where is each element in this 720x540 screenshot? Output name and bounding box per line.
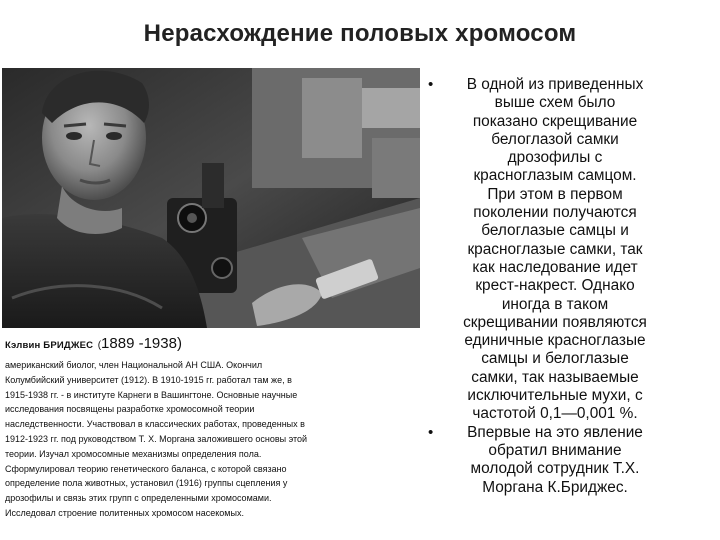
bio-line: американский биолог, член Национальной АН США. Окончил [5, 360, 263, 370]
bullet-text [455, 424, 655, 497]
bullet-list [428, 76, 718, 497]
bio-line: 1912-1923 гг. под руководством Т. Х. Моргана заложившего основы этой [5, 433, 308, 444]
bullet-line: крест-накрест. Однако [475, 277, 635, 295]
bullet-line: красноглазые самки, так [467, 240, 643, 258]
bio-line: 1915-1938 гг. - в институте Карнеги в Вашингтоне. Основные научные [5, 389, 298, 400]
caption-header [5, 335, 182, 353]
bio-line: дрозофилы и связь этих групп с определенными хромосомами. [5, 493, 272, 504]
bullet-line: молодой сотрудник Т.Х. [470, 460, 640, 478]
bio-line: исследования посвящены разработке хромосомной теории [5, 404, 255, 415]
bullet-text [455, 76, 655, 424]
bullet-item [428, 424, 718, 497]
bullet-icon: • [428, 423, 434, 441]
years-paren: ( [97, 340, 102, 351]
bullet-line: Впервые на это явление [467, 423, 643, 441]
bio-line: определение пола животных, установил (1916) группы сцепления у [5, 478, 288, 489]
bullet-line: самки, так называемые [471, 368, 639, 386]
bullet-line: показано скрещивание [472, 112, 638, 130]
bullet-line: частотой 0,1—0,001 %. [472, 405, 638, 423]
bullet-line: самцы и белоглазые [481, 350, 629, 368]
bullet-line: единичные красноглазые [464, 332, 646, 350]
bio-line: Исследовал строение политенных хромосом насекомых. [5, 507, 244, 518]
bullet-line: белоглазой самки [491, 130, 619, 148]
bullet-line: красноглазым самцом. [473, 167, 637, 185]
biography-text [5, 358, 420, 521]
scientist-years: 1889 -1938) [101, 335, 182, 352]
bullet-line: поколении получаются [473, 204, 637, 222]
scientist-name: Кэлвин БРИДЖЕС [5, 340, 94, 351]
bullet-line: обратил внимание [488, 441, 622, 459]
slide-title: Нерасхождение половых хромосом [143, 20, 577, 47]
bullet-line: как наследование идет [472, 258, 638, 276]
bullet-line: дрозофилы с [507, 149, 603, 167]
bio-line: Колумбийский университет (1912). В 1910-1915 гг. работал там же, в [5, 374, 292, 385]
bio-line: наследственности. Участвовал в классических работах, проведенных в [5, 419, 305, 430]
bullet-icon: • [428, 76, 434, 93]
bullet-item [428, 76, 718, 424]
bullet-line: В одной из приведенных [466, 76, 644, 93]
bullet-line: белоглазые самцы и [481, 222, 629, 240]
bio-line: теории. Изучал хромосомные механизмы определения пола. [5, 448, 262, 459]
portrait-photo [2, 68, 420, 328]
bullet-line: скрещивании появляются [463, 313, 647, 331]
bio-line: Сформулировал теорию генетического баланса, с которой связано [5, 463, 287, 474]
bullet-line: исключительные мухи, с [467, 387, 643, 405]
bullet-line: При этом в первом [487, 185, 623, 203]
bullet-line: выше схем было [494, 94, 616, 112]
bullet-line: иногда в таком [501, 295, 609, 313]
bullet-line: Моргана К.Бриджес. [482, 478, 628, 496]
